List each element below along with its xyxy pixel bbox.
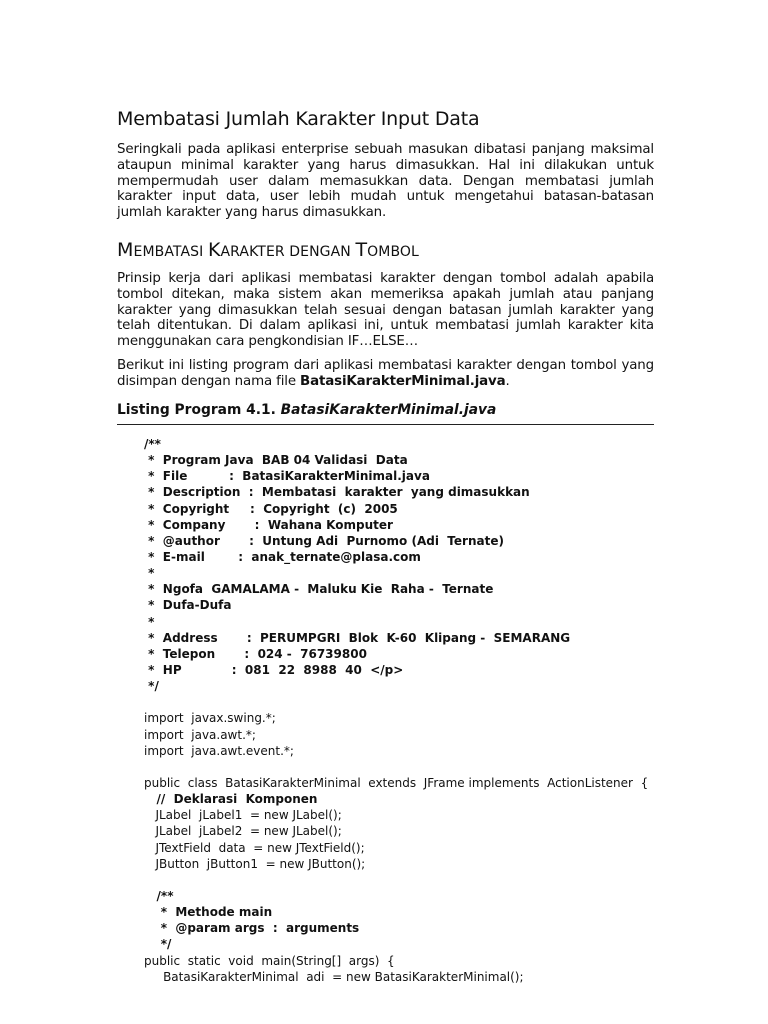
code-line: JTextField data = new JTextField(); [144, 840, 365, 855]
code-line: * [144, 614, 155, 629]
code-line: // Deklarasi Komponen [144, 792, 318, 807]
code-line [144, 694, 704, 710]
code-line: JLabel jLabel1 = new JLabel(); [144, 808, 342, 823]
intro-paragraph: Seringkali pada aplikasi enterprise sebuah masukan dibatasi panjang maksimal ataupun minimal karakter yang harus dimasukkan. Hal ini dilakukan untuk mempermudah user dalam memasukkan data. Dengan membatasi jumlah karakter input data, user lebih mudah untuk mengetahui batasan-batasan jumlah karakter yang harus dimasukkan. [117, 142, 654, 221]
section-paragraph-1: Prinsip kerja dari aplikasi membatasi karakter dengan tombol adalah apabila tombol ditekan, maka sistem akan memeriksa apakah jumlah atau panjang karakter yang dimasukkan telah sesuai dengan batasan jumlah karakter yang telah ditentukan. Di dalam aplikasi ini, untuk membatasi jumlah karakter kita menggunakan cara pengkondisian IF…ELSE… [117, 270, 654, 350]
section-paragraph-2: Berikut ini listing program dari aplikasi membatasi karakter dengan tombol yang disimpan dengan nama file BatasiKarakterMinimal.java. [117, 357, 654, 389]
code-line: * Program Java BAB 04 Validasi Data [144, 453, 408, 468]
heading-part-2: KARAKTER DENGAN [207, 238, 356, 261]
code-line: import java.awt.*; [144, 727, 256, 742]
file-name: BatasiKarakterMinimal.java [300, 373, 506, 389]
code-line [144, 759, 704, 775]
code-line: * Copyright : Copyright (c) 2005 [144, 501, 398, 516]
code-line: * Company : Wahana Komputer [144, 517, 393, 532]
code-line: * Methode main [144, 905, 273, 920]
page-title: Membatasi Jumlah Karakter Input Data [117, 108, 480, 130]
code-line: * [144, 566, 155, 581]
code-line: * Description : Membatasi karakter yang dimasukkan [144, 485, 530, 500]
section-heading [117, 239, 654, 261]
code-line: public class BatasiKarakterMinimal extends JFrame implements ActionListener { [144, 775, 649, 790]
code-line: * HP : 081 22 8988 40 </p> [144, 662, 404, 677]
code-line: */ [144, 679, 159, 694]
document-page [117, 108, 654, 425]
code-line: * Telepon : 024 - 76739800 [144, 646, 367, 661]
code-line: import java.awt.event.*; [144, 743, 294, 758]
code-line: * @author : Untung Adi Purnomo (Adi Ternate) [144, 533, 504, 548]
code-line: BatasiKarakterMinimal adi = new BatasiKarakterMinimal(); [144, 969, 524, 984]
code-line: */ [144, 937, 172, 952]
listing-caption: Listing Program 4.1. BatasiKarakterMinimal.java [117, 402, 654, 425]
heading-part-1: MEMBATASI [117, 238, 208, 261]
code-line [144, 872, 704, 888]
code-line: JButton jButton1 = new JButton(); [144, 856, 366, 871]
code-line: JLabel jLabel2 = new JLabel(); [144, 824, 342, 839]
heading-part-3: TOMBOL [355, 238, 419, 261]
code-line: * Ngofa GAMALAMA - Maluku Kie Raha - Ternate [144, 582, 494, 597]
code-line: /** [144, 437, 161, 451]
code-line: * @param args : arguments [144, 921, 360, 936]
code-line: * Address : PERUMPGRI Blok K-60 Klipang - SEMARANG [144, 630, 571, 645]
code-line: * E-mail : anak_ternate@plasa.com [144, 549, 421, 564]
code-line: public static void main(String[] args) { [144, 953, 395, 968]
code-line: /** [144, 888, 174, 903]
code-line: * File : BatasiKarakterMinimal.java [144, 469, 430, 484]
code-line: import javax.swing.*; [144, 711, 276, 726]
code-listing [144, 436, 704, 985]
code-line: * Dufa-Dufa [144, 598, 232, 613]
